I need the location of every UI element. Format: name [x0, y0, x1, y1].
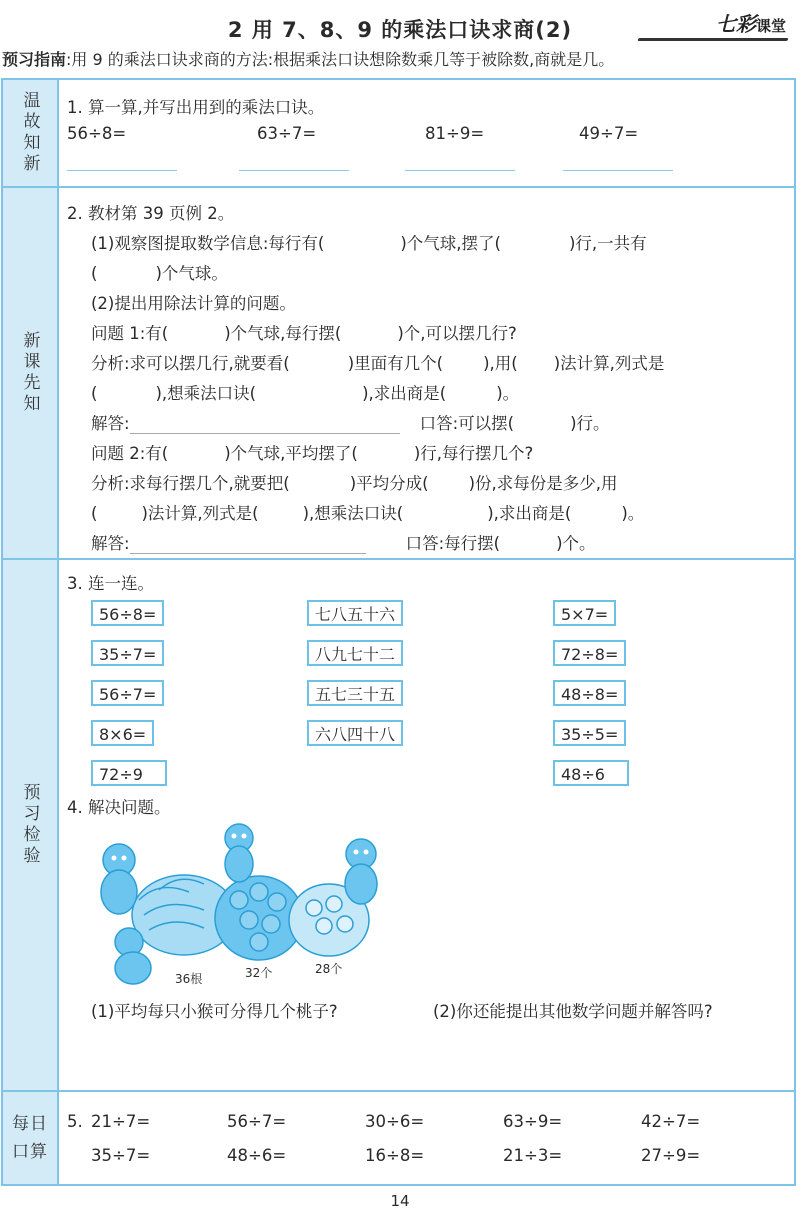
- sub-question-1: (1)平均每只小猴可分得几个桃子?: [91, 1002, 338, 1021]
- answer-line[interactable]: [563, 170, 673, 171]
- pic-label: 32个: [245, 966, 273, 980]
- match-left[interactable]: 56÷8=: [91, 600, 164, 626]
- match-left[interactable]: 8×6=: [91, 720, 154, 746]
- sub-question-2: (2)你还能提出其他数学问题并解答吗?: [433, 1002, 713, 1021]
- text-line: ( )个气球。: [91, 264, 228, 283]
- calc-item: 81÷9=: [425, 124, 485, 143]
- section-new: [3, 186, 794, 558]
- text-line: ( )法计算,列式是( ),想乘法口诀( ),求出商是( )。: [91, 504, 645, 523]
- match-right[interactable]: 48÷8=: [553, 680, 626, 706]
- calc-item: 49÷7=: [579, 124, 639, 143]
- oral-calc: 35÷7=: [91, 1146, 151, 1165]
- match-middle[interactable]: 八九七十二: [307, 640, 403, 666]
- match-left[interactable]: 72÷9: [91, 760, 167, 786]
- oral-calc: 21÷3=: [503, 1146, 563, 1165]
- oral-calc: 56÷7=: [227, 1112, 287, 1131]
- text-line: 解答: 口答:可以摆( )行。: [91, 414, 610, 433]
- match-middle[interactable]: 七八五十六: [307, 600, 403, 626]
- oral-calc: 30÷6=: [365, 1112, 425, 1131]
- section-label: 预习检验: [3, 560, 59, 1090]
- text-line: 问题 1:有( )个气球,每行摆( )个,可以摆几行?: [91, 324, 517, 343]
- section-daily: [3, 1090, 794, 1184]
- question-1: 1. 算一算,并写出用到的乘法口诀。: [67, 98, 325, 117]
- section-label: 每日口算: [3, 1092, 59, 1184]
- section-label: 新课先知: [3, 188, 59, 558]
- match-right[interactable]: 5×7=: [553, 600, 616, 626]
- text-line: 分析:求每行摆几个,就要把( )平均分成( )份,求每份是多少,用: [91, 474, 618, 493]
- oral-calc: 21÷7=: [91, 1112, 151, 1131]
- oral-calc: 27÷9=: [641, 1146, 701, 1165]
- question-5: 5.: [67, 1112, 83, 1131]
- match-middle[interactable]: 六八四十八: [307, 720, 403, 746]
- section-label: 温故知新: [3, 80, 59, 186]
- worksheet-frame: [1, 78, 796, 1186]
- page-title: 2 用 7、8、9 的乘法口诀求商(2): [227, 18, 573, 42]
- question-4: 4. 解决问题。: [67, 798, 171, 817]
- oral-calc: 42÷7=: [641, 1112, 701, 1131]
- brand-underline: [637, 38, 788, 41]
- answer-line[interactable]: [405, 170, 515, 171]
- match-right[interactable]: 48÷6: [553, 760, 629, 786]
- preview-guide: 预习指南:用 9 的乘法口诀求商的方法:根据乘法口诀想除数乘几等于被除数,商就是几。: [2, 50, 615, 69]
- oral-calc: 48÷6=: [227, 1146, 287, 1165]
- pic-label: 36根: [175, 972, 203, 986]
- text-line: (1)观察图提取数学信息:每行有( )个气球,摆了( )行,一共有: [91, 234, 647, 253]
- answer-line[interactable]: [239, 170, 349, 171]
- text-line: 问题 2:有( )个气球,平均摆了( )行,每行摆几个?: [91, 444, 534, 463]
- match-middle[interactable]: 五七三十五: [307, 680, 403, 706]
- text-line: 解答: 口答:每行摆( )个。: [91, 534, 596, 553]
- text-line: ( ),想乘法口诀( ),求出商是( )。: [91, 384, 520, 403]
- question-2: 2. 教材第 39 页例 2。: [67, 204, 235, 223]
- match-right[interactable]: 35÷5=: [553, 720, 626, 746]
- monkeys-fruit-illustration: [89, 820, 389, 990]
- question-3: 3. 连一连。: [67, 574, 154, 593]
- text-line: (2)提出用除法计算的问题。: [91, 294, 296, 313]
- match-right[interactable]: 72÷8=: [553, 640, 626, 666]
- answer-line[interactable]: [67, 170, 177, 171]
- match-left[interactable]: 56÷7=: [91, 680, 164, 706]
- section-check: [3, 558, 794, 1090]
- oral-calc: 63÷9=: [503, 1112, 563, 1131]
- match-left[interactable]: 35÷7=: [91, 640, 164, 666]
- oral-calc: 16÷8=: [365, 1146, 425, 1165]
- pic-label: 28个: [315, 962, 343, 976]
- text-line: 分析:求可以摆几行,就要看( )里面有几个( ),用( )法计算,列式是: [91, 354, 665, 373]
- calc-item: 56÷8=: [67, 124, 127, 143]
- section-review: [3, 80, 794, 186]
- brand-logo: 七彩课堂: [715, 12, 786, 36]
- calc-item: 63÷7=: [257, 124, 317, 143]
- page-number: 14: [390, 1192, 410, 1210]
